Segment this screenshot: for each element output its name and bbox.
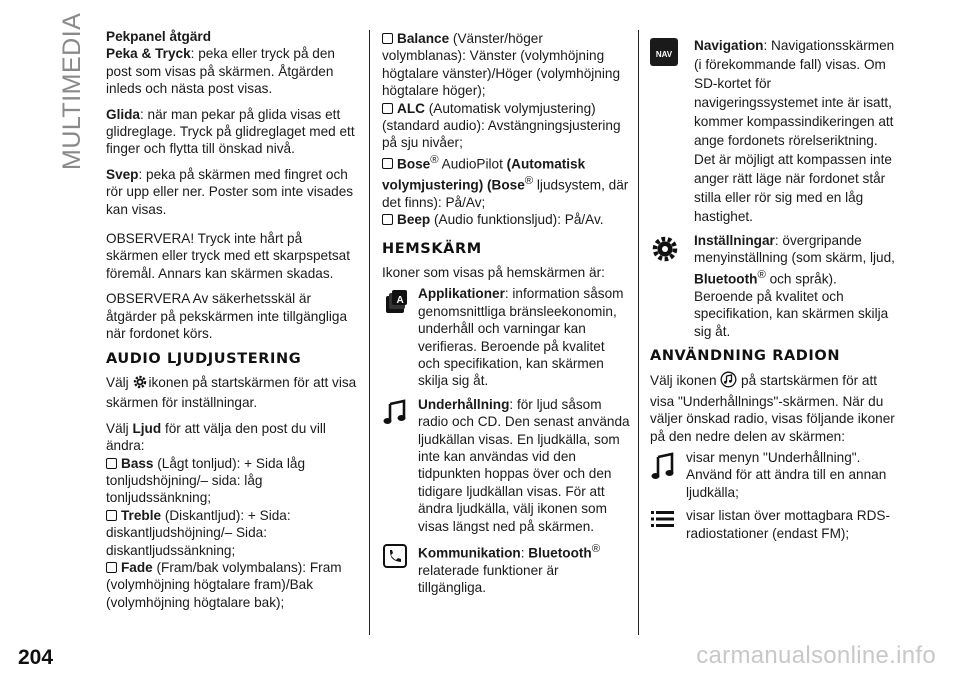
- swipe-paragraph: Svep: peka på skärmen med fingret och rör upp eller ner. Poster som inte visades kan visas.: [106, 166, 354, 217]
- page-number: 204: [18, 646, 54, 669]
- treble-item: Treble (Diskantljud): + Sida: diskantljudshöjning/– Sida: diskantljudssänkning;: [106, 507, 291, 558]
- navigation-icon: NAV: [650, 38, 678, 66]
- beep-item: Beep (Audio funktionsljud): På/Av.: [382, 211, 630, 228]
- music-note-circle-icon: [720, 371, 737, 392]
- warning-note: OBSERVERA! Tryck inte hårt på skärmen eller tryck med ett skarpspetsat föremål. Annars kan skärmen skadas.: [106, 231, 351, 281]
- music-note-icon: [382, 396, 418, 535]
- checkbox-icon: [382, 33, 393, 44]
- gear-icon: [132, 374, 148, 394]
- column-divider: [638, 30, 639, 635]
- section-tab: [52, 12, 92, 174]
- bass-item: Bass (Lågt tonljud): + Sida låg tonljudshöjning/– sida: låg tonljudssänkning;: [106, 455, 306, 506]
- settings-gear-icon: [650, 232, 694, 340]
- balance-item: Balance (Vänster/höger volymblanas): Vänster (volymhöjning högtalare vänster)/Höger (volymhöjning högtalare höger);: [382, 31, 621, 99]
- navigation-entry: NAV Navigation: Navigationsskärmen (i förekommande fall) visas. Om SD-kortet för navigeringssystemet inte är isatt, kommer kompassindikeringen att ange fordonets rörelseriktning. Det är möjligt att kompassen inte anger rätt läge när fordonet står stilla eller rör sig med en låg hastighet.: [650, 36, 898, 226]
- applications-entry: A Applikationer: information såsom genomsnittliga bränsleekonomin, underhåll och varningar kan verifieras. Beroende på kvalitet och specifikation, kan skärmen skilja sig åt.: [382, 285, 630, 389]
- ljud-intro: Välj Ljud för att välja den post du vill ändra:: [106, 420, 326, 454]
- checkbox-icon: [382, 103, 393, 114]
- watermark: carmanualsonline.info: [696, 642, 936, 669]
- fade-item: Fade (Fram/bak volymbalans): Fram (volymhöjning högtalare fram)/Bak (volymhöjning högtalare bak);: [106, 559, 342, 610]
- list-icon: [650, 507, 686, 542]
- checkbox-icon: [106, 510, 117, 521]
- checkbox-icon: [382, 214, 393, 225]
- home-intro: Ikoner som visas på hemskärmen är:: [382, 264, 605, 280]
- column-divider: [369, 30, 370, 635]
- column-3: [650, 36, 898, 548]
- entertainment-entry: Underhållning: för ljud såsom radio och CD. Den senast använda ljudkällan visas. En ljudkälla, som inte kan användas vid den tidpunkten hoppas över och den tidigare ljudkällan visas. För att ändra ljudkälla, välj ikonen som visas längst ned på skärmen.: [382, 396, 630, 535]
- checkbox-icon: [106, 562, 117, 573]
- communication-entry: Kommunikation: Bluetooth® relaterade funktioner är tillgängliga.: [382, 541, 630, 597]
- bose-item: Bose® AudioPilot (Automatisk volymjustering) (Bose® ljudsystem, där det finns): På/Av;: [382, 153, 629, 210]
- music-note-icon: [650, 449, 686, 501]
- station-list-entry: visar listan över mottagbara RDS-radiostationer (endast FM);: [650, 507, 898, 542]
- audio-intro: Välj ikonen på startskärmen för att visa skärmen för inställningar.: [106, 374, 357, 411]
- music-menu-entry: visar menyn "Underhållning". Använd för att ändra till en annan ljudkälla;: [650, 449, 898, 501]
- alc-item: ALC (Automatisk volymjustering) (standard audio): Avstängningsjustering på sju nivåer;: [382, 100, 621, 151]
- column-2: [382, 30, 630, 603]
- applications-icon: [382, 285, 418, 389]
- phone-icon: [382, 541, 418, 597]
- panel-heading: Pekpanel åtgärd: [106, 29, 212, 44]
- column-1: [106, 28, 358, 611]
- radio-intro: Välj ikonen på startskärmen för att visa "Underhållnings"-skärmen. När du väljer önskad radio, visas följande ikoner på den nedre delen av skärmen:: [650, 373, 895, 444]
- radio-heading: ANVÄNDNING RADION: [650, 347, 841, 364]
- checkbox-icon: [106, 458, 117, 469]
- audio-heading: AUDIO LJUDJUSTERING: [106, 350, 302, 367]
- checkbox-icon: [382, 158, 393, 169]
- home-heading: HEMSKÄRM: [382, 240, 482, 257]
- section-label: MULTIMEDIA: [58, 12, 86, 170]
- tap-paragraph: Peka & Tryck: peka eller tryck på den post som visas på skärmen. Åtgärden inleds och nästa post visas.: [106, 46, 335, 97]
- safety-note: OBSERVERA Av säkerhetsskäl är åtgärder på pekskärmen inte tillgängliga när fordonet körs.: [106, 291, 348, 342]
- settings-entry: Inställningar: övergripande menyinställning (som skärm, ljud, Bluetooth® och språk). Beroende på kvalitet och specifikation, kan skärmen skilja sig åt.: [650, 232, 898, 340]
- glide-paragraph: Glida: när man pekar på glida visas ett glidreglage. Tryck på glidreglaget med ett finger och flytta till önskad nivå.: [106, 106, 355, 157]
- svg-text:A: A: [396, 295, 404, 307]
